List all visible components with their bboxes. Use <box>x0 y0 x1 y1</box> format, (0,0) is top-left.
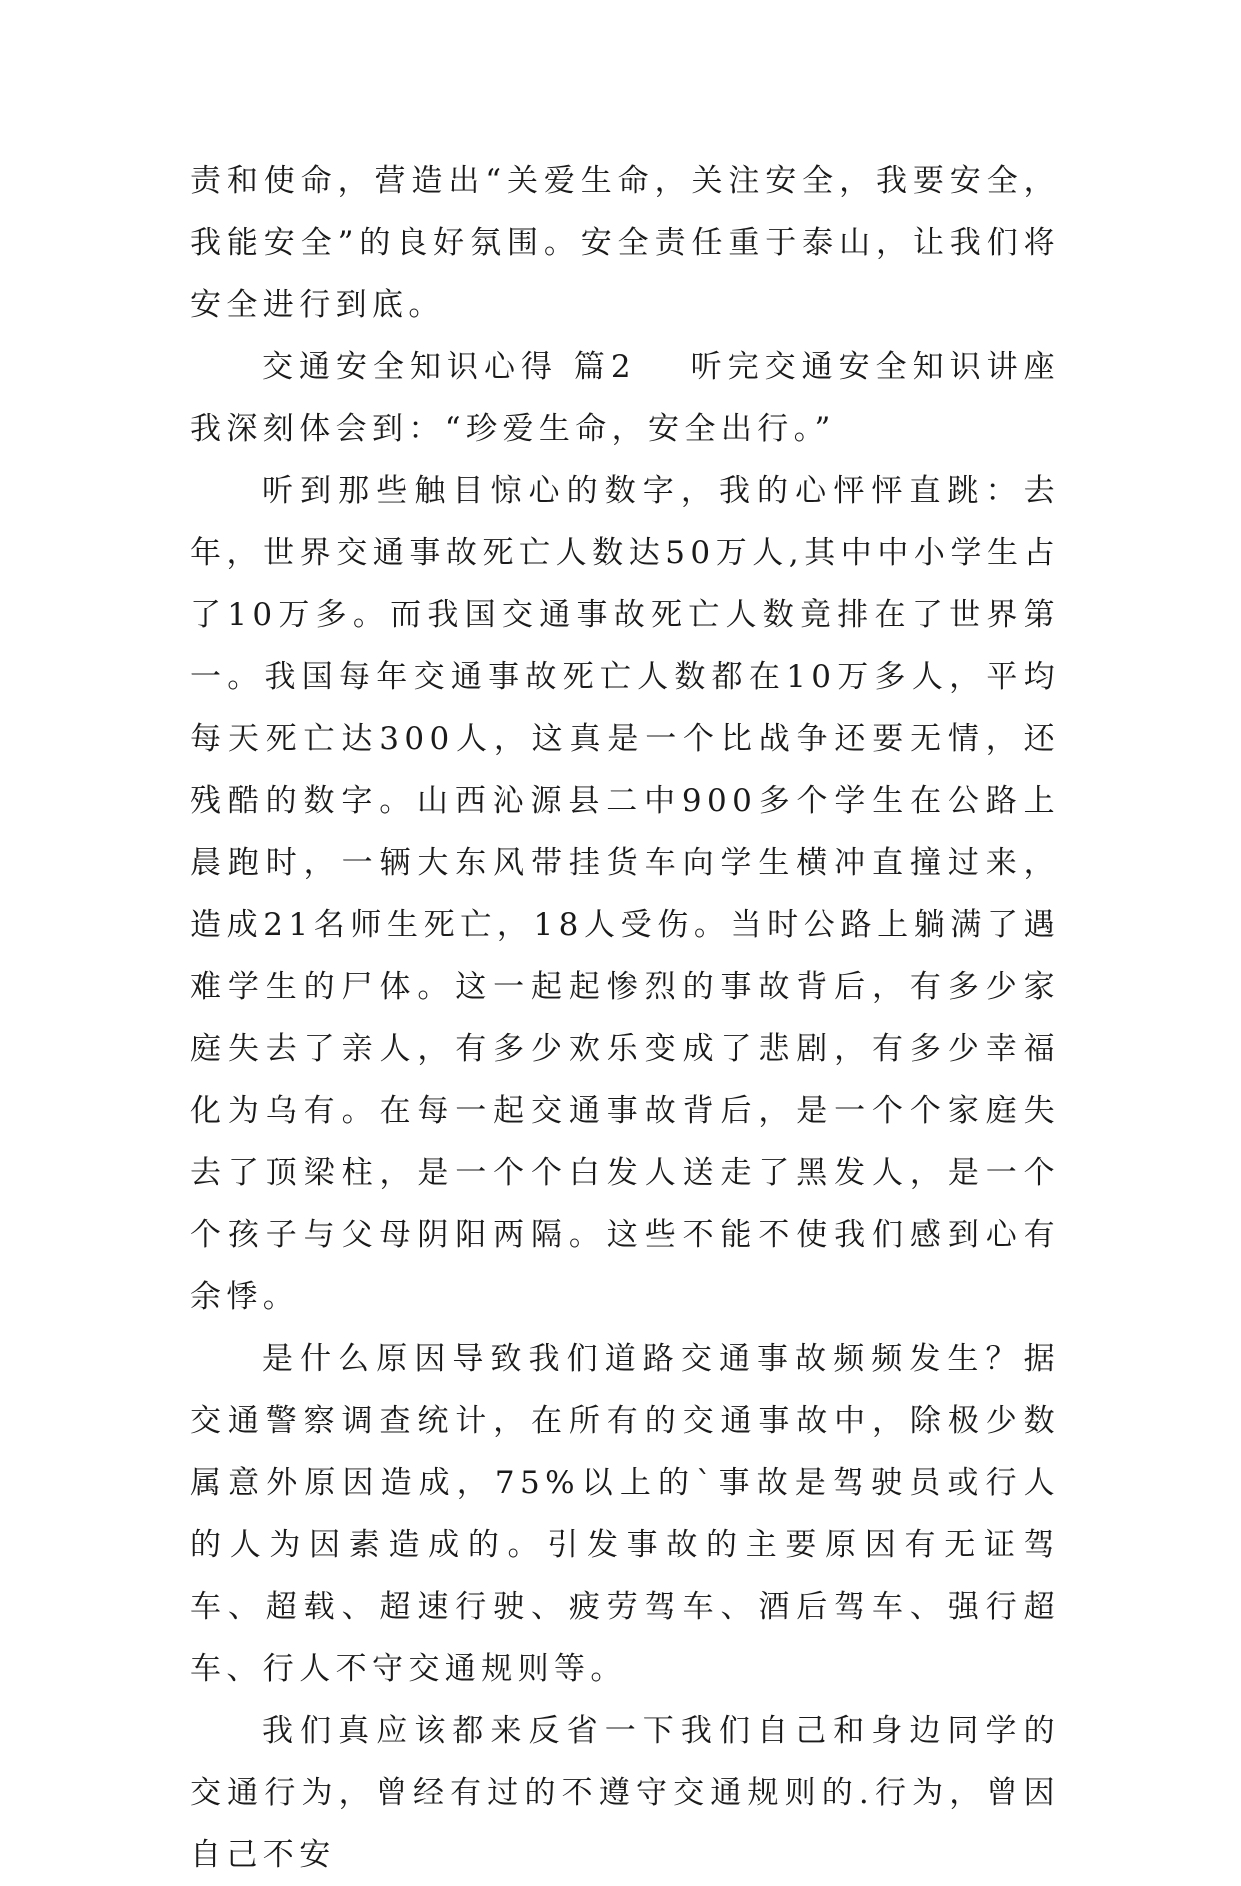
paragraph-1: 责和使命，营造出“关爱生命，关注安全，我要安全，我能安全”的良好氛围。安全责任重于泰山，让我们将安全进行到底。 <box>190 163 1060 323</box>
section-heading: 交通安全知识心得 篇2 <box>262 349 636 385</box>
document-body <box>190 150 1060 1886</box>
paragraph-5: 我们真应该都来反省一下我们自己和身边同学的交通行为，曾经有过的不遵守交通规则的.行为，曾因自己不安 <box>190 1713 1060 1873</box>
paragraph-2 <box>190 336 1060 460</box>
paragraph-2-text: 听完交通安全知识讲座我深刻体会到：“珍爱生命，安全出行。” <box>190 349 1060 447</box>
paragraph-4: 是什么原因导致我们道路交通事故频频发生？据交通警察调查统计，在所有的交通事故中，除极少数属意外原因造成，75%以上的`事故是驾驶员或行人的人为因素造成的。引发事故的主要原因有无证驾车、超载、超速行驶、疲劳驾车、酒后驾车、强行超车、行人不守交通规则等。 <box>190 1341 1060 1687</box>
paragraph-3: 听到那些触目惊心的数字，我的心怦怦直跳：去年，世界交通事故死亡人数达50万人,其中中小学生占了10万多。而我国交通事故死亡人数竟排在了世界第一。我国每年交通事故死亡人数都在10万多人，平均每天死亡达300人，这真是一个比战争还要无情，还残酷的数字。山西沁源县二中900多个学生在公路上晨跑时，一辆大东风带挂货车向学生横冲直撞过来，造成21名师生死亡，18人受伤。当时公路上躺满了遇难学生的尸体。这一起起惨烈的事故背后，有多少家庭失去了亲人，有多少欢乐变成了悲剧，有多少幸福化为乌有。在每一起交通事故背后，是一个个家庭失去了顶梁柱，是一个个白发人送走了黑发人，是一个个孩子与父母阴阳两隔。这些不能不使我们感到心有余悸。 <box>190 473 1060 1315</box>
